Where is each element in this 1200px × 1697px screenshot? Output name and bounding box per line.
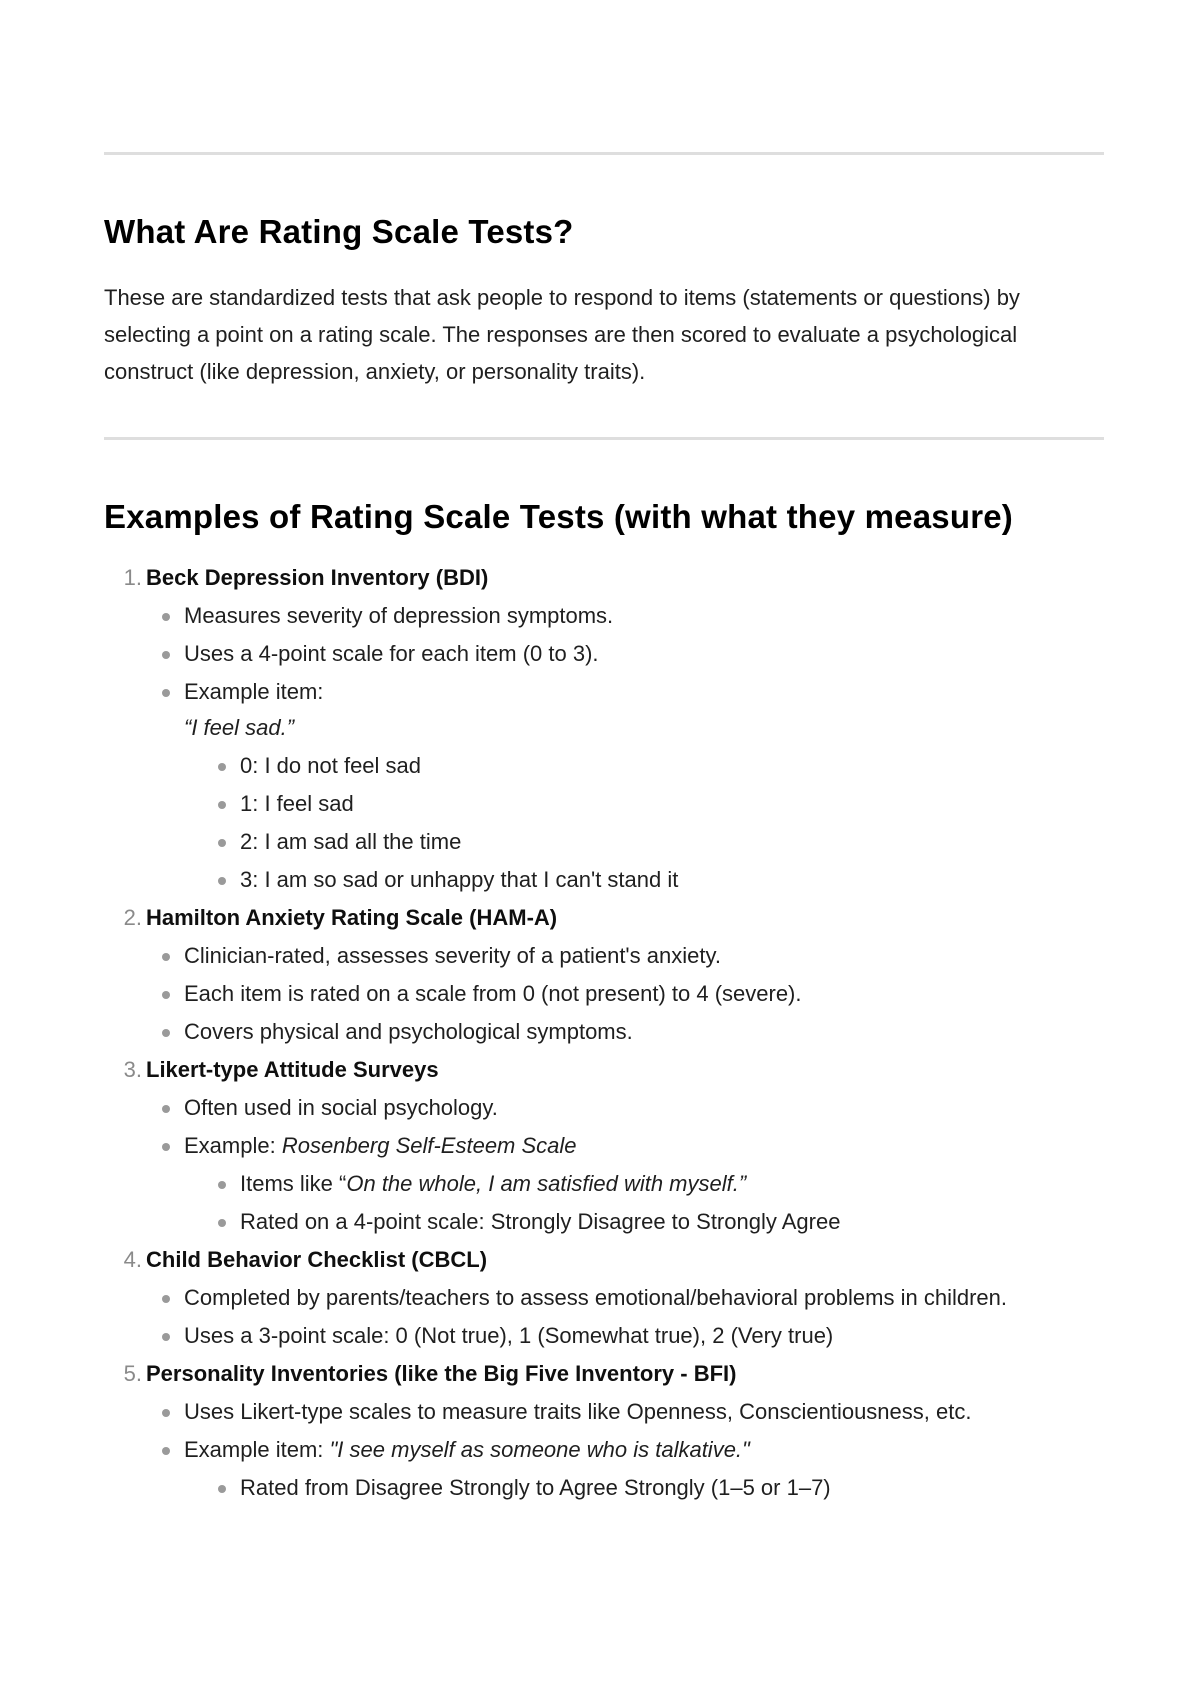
test-points <box>104 598 1104 898</box>
bullet-dot-icon <box>162 991 170 999</box>
test-title: Hamilton Anxiety Rating Scale (HAM-A) <box>146 905 558 930</box>
example-quote: On the whole, I am satisfied with myself. <box>346 1171 739 1196</box>
bullet-dot-icon <box>162 1029 170 1037</box>
bullet-dot-icon <box>162 1409 170 1417</box>
bullet-dot-icon <box>218 839 226 847</box>
list-item: 3: I am so sad or unhappy that I can't stand it <box>240 862 1104 898</box>
test-number: 2. <box>123 905 142 930</box>
test-item-bfi <box>104 1356 1104 1506</box>
bullet-dot-icon <box>162 1295 170 1303</box>
example-details <box>184 1166 1104 1240</box>
test-points <box>104 938 1104 1050</box>
example-quote: “I feel sad.” <box>184 715 295 740</box>
bullet-dot-icon <box>162 613 170 621</box>
test-number: 3. <box>123 1057 142 1082</box>
bullet-dot-icon <box>162 1143 170 1151</box>
section-divider-middle <box>104 437 1104 440</box>
test-item-bdi <box>104 560 1104 898</box>
list-item: Uses a 3-point scale: 0 (Not true), 1 (Somewhat true), 2 (Very true) <box>184 1318 1104 1354</box>
bullet-dot-icon <box>162 689 170 697</box>
list-item: Example item: "I see myself as someone who is talkative." Rated from Disagree Strongly to Agree Strongly (1–5 or 1–7) <box>184 1432 1104 1506</box>
tests-list <box>104 560 1104 1506</box>
test-number: 5. <box>123 1361 142 1386</box>
test-title: Beck Depression Inventory (BDI) <box>146 565 489 590</box>
bullet-dot-icon <box>162 953 170 961</box>
document-page <box>104 152 1104 1508</box>
list-item: Uses a 4-point scale for each item (0 to 3). <box>184 636 1104 672</box>
bullet-dot-icon <box>218 1219 226 1227</box>
list-item: Often used in social psychology. <box>184 1090 1104 1126</box>
bullet-dot-icon <box>218 763 226 771</box>
bullet-dot-icon <box>162 1105 170 1113</box>
list-item: Clinician-rated, assesses severity of a patient's anxiety. <box>184 938 1104 974</box>
intro-heading: What Are Rating Scale Tests? <box>104 213 574 250</box>
list-item: 0: I do not feel sad <box>240 748 1104 784</box>
bullet-dot-icon <box>218 877 226 885</box>
test-item-likert <box>104 1052 1104 1240</box>
section-divider-top <box>104 152 1104 155</box>
test-item-cbcl <box>104 1242 1104 1354</box>
examples-heading: Examples of Rating Scale Tests (with what they measure) <box>104 498 1013 535</box>
list-item: Rated on a 4-point scale: Strongly Disagree to Strongly Agree <box>240 1204 1104 1240</box>
bullet-dot-icon <box>218 1181 226 1189</box>
list-item: Completed by parents/teachers to assess emotional/behavioral problems in children. <box>184 1280 1104 1316</box>
bullet-dot-icon <box>162 1333 170 1341</box>
example-details <box>184 1470 1104 1506</box>
bullet-dot-icon <box>162 1447 170 1455</box>
test-points <box>104 1090 1104 1240</box>
test-title: Likert-type Attitude Surveys <box>146 1057 439 1082</box>
bullet-dot-icon <box>218 1485 226 1493</box>
test-item-ham-a <box>104 900 1104 1050</box>
test-points <box>104 1394 1104 1506</box>
list-item: Measures severity of depression symptoms. <box>184 598 1104 634</box>
bullet-dot-icon <box>218 801 226 809</box>
test-points <box>104 1280 1104 1354</box>
example-scale-name: Rosenberg Self-Esteem Scale <box>281 1133 577 1158</box>
rating-options <box>184 748 1104 898</box>
example-quote: "I see myself as someone who is talkative." <box>329 1437 750 1462</box>
test-title: Child Behavior Checklist (CBCL) <box>146 1247 488 1272</box>
test-number: 1. <box>123 565 142 590</box>
bullet-dot-icon <box>162 651 170 659</box>
list-item: Example: Rosenberg Self-Esteem Scale Items like “On the whole, I am satisfied with myself.” Rated on a 4-point scale: Strongly Disagree to Strongly Agree <box>184 1128 1104 1240</box>
list-item: Example item: “I feel sad.” 0: I do not feel sad 1: I feel sad 2: I am sad all the time 3: I am so sad or unhappy that I can't stand it <box>184 674 1104 898</box>
list-item: Uses Likert-type scales to measure traits like Openness, Conscientiousness, etc. <box>184 1394 1104 1430</box>
list-item: 2: I am sad all the time <box>240 824 1104 860</box>
list-item: Items like “On the whole, I am satisfied with myself.” <box>240 1166 1104 1202</box>
test-number: 4. <box>123 1247 142 1272</box>
intro-paragraph: These are standardized tests that ask people to respond to items (statements or questions) by selecting a point on a rating scale. The responses are then scored to evaluate a psychological construct (like depression, anxiety, or personality traits). <box>104 285 1020 384</box>
list-item: Rated from Disagree Strongly to Agree Strongly (1–5 or 1–7) <box>240 1470 1104 1506</box>
list-item: 1: I feel sad <box>240 786 1104 822</box>
list-item: Each item is rated on a scale from 0 (not present) to 4 (severe). <box>184 976 1104 1012</box>
test-title: Personality Inventories (like the Big Five Inventory - BFI) <box>146 1361 737 1386</box>
list-item: Covers physical and psychological symptoms. <box>184 1014 1104 1050</box>
